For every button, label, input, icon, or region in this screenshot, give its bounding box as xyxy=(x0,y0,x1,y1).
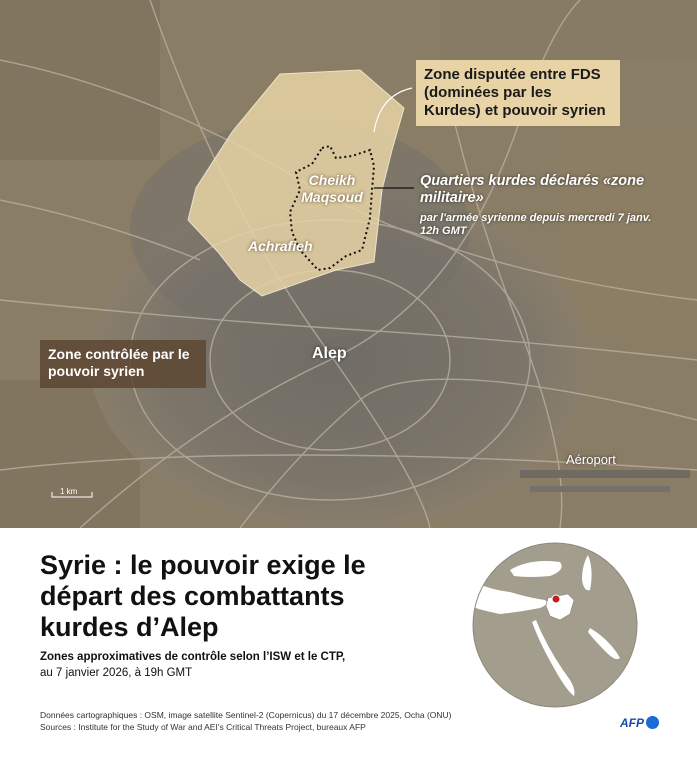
airport-taxiway xyxy=(530,486,670,492)
afp-logo: AFP xyxy=(620,716,644,730)
disputed-zone-label: Zone disputée entre FDS (dominées par les Kurdes) et pouvoir syrien xyxy=(416,60,620,126)
subtitle-line-1: Zones approximatives de contrôle selon l’ISW et le CTP, xyxy=(40,651,346,663)
cheikh-maqsoud-label: Cheikh Maqsoud xyxy=(301,172,363,205)
scale-label: 1 km xyxy=(60,487,78,496)
kurdish-quarters-subtitle: par l'armée syrienne depuis mercredi 7 janv. 12h GMT xyxy=(420,212,652,237)
airport-label: Aéroport xyxy=(566,452,616,467)
locator-globe xyxy=(470,540,640,710)
field-patch xyxy=(440,0,697,60)
airport-runway xyxy=(520,470,690,478)
credits-sources-line: Sources : Institute for the Study of War and AEI’s Critical Threats Project, bureaux AFP xyxy=(40,722,366,732)
afp-logo-dot-icon xyxy=(646,716,659,729)
subtitle-line-2: au 7 janvier 2026, à 19h GMT xyxy=(40,667,193,679)
credits xyxy=(40,709,452,733)
credits-data-line: Données cartographiques : OSM, image satellite Sentinel-2 (Copernicus) du 17 décembre 2025, Ocha (ONU) xyxy=(40,710,452,720)
city-label-alep: Alep xyxy=(312,345,347,362)
controlled-zone-label: Zone contrôlée par le pouvoir syrien xyxy=(40,340,206,388)
field-patch xyxy=(560,140,697,340)
achrafieh-label: Achrafieh xyxy=(248,238,313,254)
page-title: Syrie : le pouvoir exige le départ des combattants kurdes d’Alep xyxy=(40,550,366,642)
kurdish-quarters-title: Quartiers kurdes déclarés «zone militaire» xyxy=(420,173,645,206)
aleppo-red-dot-icon xyxy=(552,595,560,603)
